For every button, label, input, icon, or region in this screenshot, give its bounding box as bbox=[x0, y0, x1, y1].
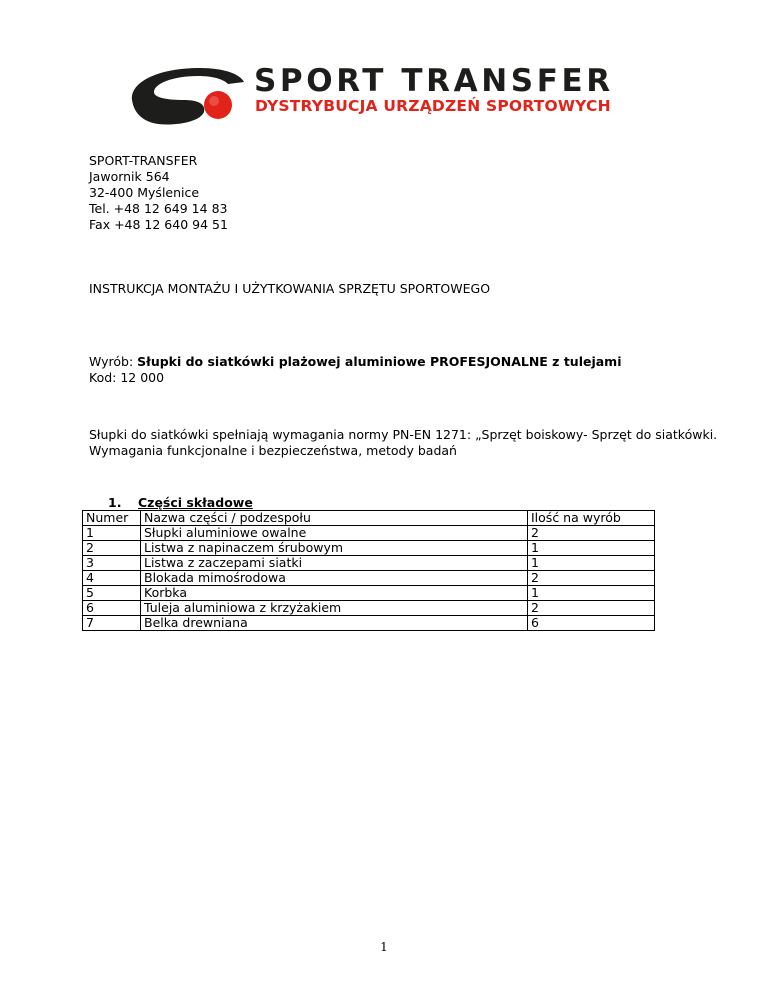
parts-table bbox=[82, 510, 655, 631]
product-name: Słupki do siatkówki plażowej aluminiowe PROFESJONALNE z tulejami bbox=[137, 354, 622, 369]
sport-transfer-logo bbox=[128, 60, 638, 128]
brand-tagline: DYSTRYBUCJA URZĄDZEŃ SPORTOWYCH bbox=[255, 97, 611, 115]
table-row bbox=[83, 526, 655, 541]
section-title: Części składowe bbox=[138, 495, 253, 510]
cell-number: 1 bbox=[83, 526, 141, 541]
cell-number: 5 bbox=[83, 586, 141, 601]
logo-emblem-icon bbox=[128, 60, 258, 128]
address-city: 32-400 Myślenice bbox=[89, 185, 200, 200]
section-number: 1. bbox=[108, 495, 122, 510]
cell-quantity: 2 bbox=[528, 601, 655, 616]
address-street: Jawornik 564 bbox=[89, 169, 170, 184]
cell-part-name: Listwa z zaczepami siatki bbox=[141, 556, 528, 571]
product-code: Kod: 12 000 bbox=[89, 370, 165, 385]
cell-number: 2 bbox=[83, 541, 141, 556]
norm-line-2: Wymagania funkcjonalne i bezpieczeństwa, metody badań bbox=[89, 443, 457, 458]
cell-quantity: 6 bbox=[528, 616, 655, 631]
document-title: INSTRUKCJA MONTAŻU I UŻYTKOWANIA SPRZĘTU SPORTOWEGO bbox=[89, 281, 491, 296]
cell-quantity: 1 bbox=[528, 586, 655, 601]
product-label: Wyrób: bbox=[89, 354, 138, 369]
table-row bbox=[83, 601, 655, 616]
cell-number: 6 bbox=[83, 601, 141, 616]
page-number: 1 bbox=[380, 940, 388, 954]
product-info bbox=[89, 354, 621, 386]
header-cell-name: Nazwa części / podzespołu bbox=[141, 511, 528, 526]
header-cell-number: Numer bbox=[83, 511, 141, 526]
table-row bbox=[83, 556, 655, 571]
table-row bbox=[83, 616, 655, 631]
cell-quantity: 2 bbox=[528, 571, 655, 586]
cell-quantity: 2 bbox=[528, 526, 655, 541]
cell-part-name: Tuleja aluminiowa z krzyżakiem bbox=[141, 601, 528, 616]
header-cell-quantity: Ilość na wyrób bbox=[528, 511, 655, 526]
cell-part-name: Blokada mimośrodowa bbox=[141, 571, 528, 586]
cell-part-name: Listwa z napinaczem śrubowym bbox=[141, 541, 528, 556]
cell-part-name: Belka drewniana bbox=[141, 616, 528, 631]
company-address bbox=[89, 153, 228, 233]
table-row bbox=[83, 571, 655, 586]
product-line bbox=[89, 354, 621, 370]
cell-part-name: Słupki aluminiowe owalne bbox=[141, 526, 528, 541]
brand-name: SPORT TRANSFER bbox=[254, 63, 614, 99]
table-row bbox=[83, 586, 655, 601]
company-name: SPORT-TRANSFER bbox=[89, 153, 198, 168]
fax-number: Fax +48 12 640 94 51 bbox=[89, 217, 228, 232]
table-header-row bbox=[83, 511, 655, 526]
phone-number: Tel. +48 12 649 14 83 bbox=[89, 201, 228, 216]
norm-statement bbox=[89, 427, 717, 459]
table-row bbox=[83, 541, 655, 556]
cell-quantity: 1 bbox=[528, 556, 655, 571]
cell-number: 4 bbox=[83, 571, 141, 586]
cell-part-name: Korbka bbox=[141, 586, 528, 601]
cell-number: 3 bbox=[83, 556, 141, 571]
section-heading bbox=[108, 495, 253, 511]
cell-quantity: 1 bbox=[528, 541, 655, 556]
norm-line-1: Słupki do siatkówki spełniają wymagania normy PN-EN 1271: „Sprzęt boiskowy- Sprzęt do siatkówki. bbox=[89, 427, 718, 442]
cell-number: 7 bbox=[83, 616, 141, 631]
